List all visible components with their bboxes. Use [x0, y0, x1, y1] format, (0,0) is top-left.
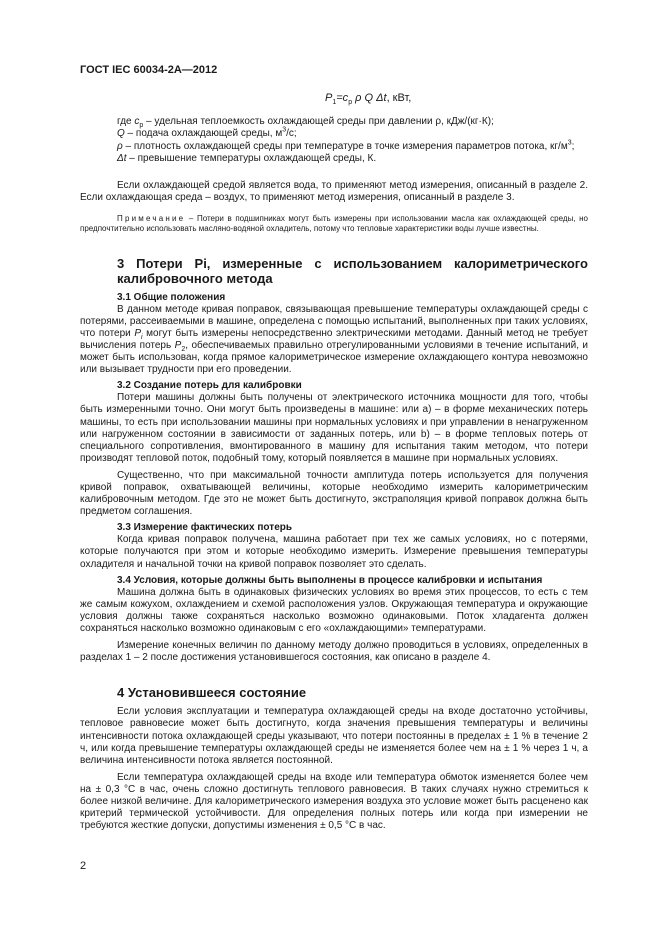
note	[80, 214, 588, 234]
section-4-paragraph-1: Если условия эксплуатации и температура охлаждающей среды на входе достаточно устойчивы, тепловое равновесие может быть достигнуто, когда значения превышения температуры и величины интенсивности потока охлаждающей среды указывают, что потери постоянны в пределах ± 1 % в течение 2 ч, или когда превышение температуры охлаждающей среды не изменяется более чем на ± 1 % через 1 ч, а величина интенсивности потока является постоянной.	[80, 706, 588, 766]
paragraph-water-method: Если охлаждающей средой является вода, то применяют метод измерения, описанный в разделе 2. Если охлаждающая среда – воздух, то применяют метод измерения, описанный в разделе 3.	[80, 180, 588, 204]
note-label: Примечание	[117, 214, 186, 224]
section-4-paragraph-2: Если температура охлаждающей среды на входе или температура обмоток изменяется более чем на ± 0,3 °С в час, очень сложно достигнуть теплового равновесия. В таких случаях нужно стремиться к более низкой величине. Для калориметрического измерения воздуха это условие может быть расценено как критерий термической устойчивости. Для определения полных потерь или когда при измерении не требуются жесткие допуски, допустимы изменения ± 0,5 °С в час.	[80, 771, 588, 832]
section-3-title: 3 Потери Pi, измеренные с использованием калориметрического калибровочного метода	[117, 255, 588, 286]
page-number: 2	[80, 860, 87, 872]
power-formula: $P_1=c_p$ ρ Q Δt, кВт,	[325, 92, 412, 107]
section-3-2-paragraph-1: Потери машины должны быть получены от электрического источника мощности для того, чтобы быть измеренными точно. Они могут быть произведены в машине: или а) – в форме механических потерь машины, то есть при использовании машины при нормальных условиях и при управлении в ненагруженном или нагруженном состоянии в зависимости от заданных потерь, или b) – в форме тепловых потерь от специального сопротивления, вмонтированного в машину для испытания таким методом, что потери производят тепловой поток, подобный тому, который появляется в машине при нормальных условиях.	[80, 392, 588, 464]
section-3-4-paragraph-1: Машина должна быть в одинаковых физических условиях во время этих процессов, то есть с тем же самым кожухом, охлаждением и схемой расположения узлов. Окружающая температура и окружающие условия должны также сохраняться насколько возможно одинаковыми. Поток хладагента должен сохраняться насколько возможно одинаковым с его «охлаждающими» температурами.	[80, 586, 588, 635]
definition-cp: где $c_p$ – удельная теплоемкость охлаждающей среды при давлении ρ, кДж/(кг·К);	[117, 116, 494, 129]
document-header: ГОСТ IEC 60034-2А—2012	[80, 64, 218, 76]
note-text: – Потери в подшипниках могут быть измерены при использовании масла как охлаждающей среды, но предпочтительно использовать масляно-водяной охладитель, потому что тепловые характеристики воды лучше известны.	[80, 214, 588, 234]
definition-q: Q – подача охлаждающей среды, $м^3/с$;	[117, 127, 297, 140]
section-3-1-title: 3.1 Общие положения	[117, 291, 226, 303]
definition-rho: ρ – плотность охлаждающей среды при температуре в точке измерения параметров потока, $кг/м^3$;	[117, 139, 575, 152]
section-4-title: 4 Установившееся состояние	[117, 685, 307, 701]
definition-dt: Δt – превышение температуры охлаждающей среды, К.	[117, 153, 377, 165]
section-3-4-title: 3.4 Условия, которые должны быть выполнены в процессе калибровки и испытания	[117, 574, 543, 586]
main-content	[80, 180, 588, 832]
section-3-3-paragraph: Когда кривая поправок получена, машина работает при тех же самых условиях, но с потерями, которые получаются при этом и которые необходимо измерить. Измерение превышения температуры охладителя и начальной точки на кривой поправок позволяет это сделать.	[80, 534, 588, 570]
formula-definitions	[117, 116, 587, 166]
section-3-4-paragraph-2: Измерение конечных величин по данному методу должно проводиться в условиях, определенных в разделах 1 – 2 после достижения установившегося состояния, как описано в разделе 4.	[80, 640, 588, 664]
section-3-2-title: 3.2 Создание потерь для калибровки	[117, 380, 302, 392]
section-3-2-paragraph-2: Существенно, что при максимальной точности амплитуда потерь используется для получения кривой поправок, охватывающей величины, которые необходимо измерить калориметрическим калибровочным методом. Где это не может быть достигнуто, экстраполяция кривой поправок должна быть предметом соглашения.	[80, 469, 588, 518]
section-3-3-title: 3.3 Измерение фактических потерь	[117, 522, 293, 534]
section-3-1-paragraph: В данном методе кривая поправок, связывающая превышение температуры охлаждающей среды с потерями, рассеиваемыми в машине, определена с помощью испытаний, выполненных при таких условиях, что потери $P_i$ могут быть измерены непосредственно электрическими методами. Данный метод не требует вычисления потерь $P_2$, обеспечиваемых правильно отрегулированными условиями в течение испытаний, и может быть использован, когда прямое калориметрическое измерение охлаждающего контура невозможно или вызывает трудности при его проведении.	[80, 303, 588, 376]
